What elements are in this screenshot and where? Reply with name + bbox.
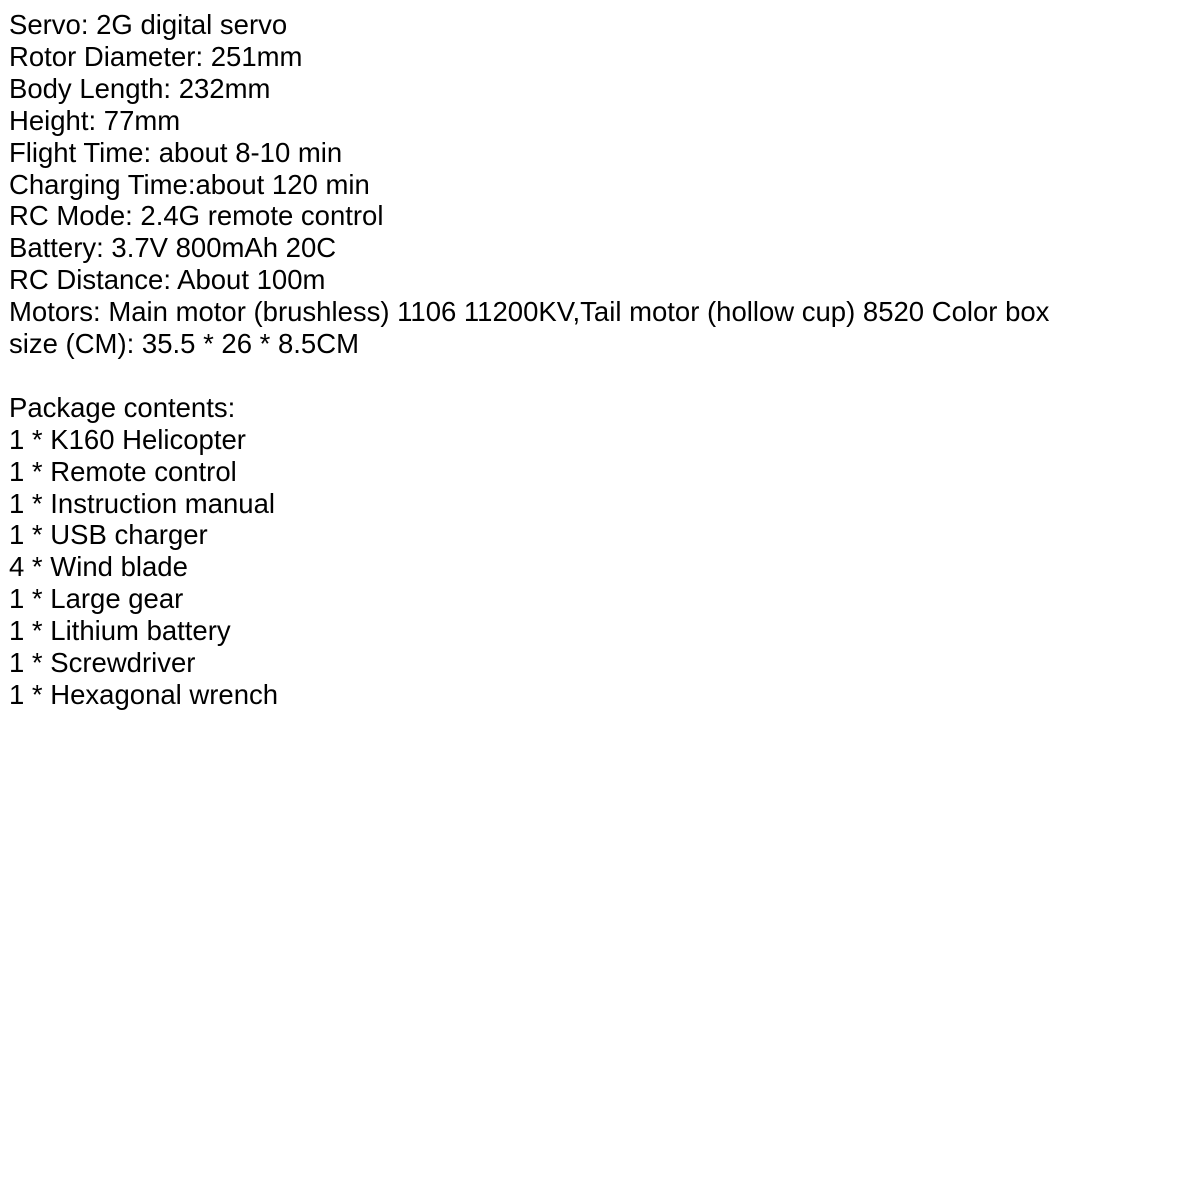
package-item-wind-blade: 4 * Wind blade (9, 551, 188, 583)
spec-line-rc-mode: RC Mode: 2.4G remote control (9, 200, 384, 232)
spec-line-rc-distance: RC Distance: About 100m (9, 264, 326, 296)
package-item-instruction-manual: 1 * Instruction manual (9, 487, 275, 519)
specifications-section (9, 9, 1189, 360)
spec-line-rotor-diameter: Rotor Diameter: 251mm (9, 40, 303, 72)
spec-line-servo: Servo: 2G digital servo (9, 9, 288, 40)
spec-line-box-size: size (CM): 35.5 * 26 * 8.5CM (9, 328, 359, 360)
product-description (9, 9, 1189, 711)
spec-line-flight-time: Flight Time: about 8-10 min (9, 136, 343, 168)
spec-line-motors: Motors: Main motor (brushless) 1106 11200KV,Tail motor (hollow cup) 8520 Color box (9, 296, 1050, 328)
package-item-large-gear: 1 * Large gear (9, 583, 184, 615)
spec-line-charging-time: Charging Time:about 120 min (9, 168, 370, 200)
package-item-lithium-battery: 1 * Lithium battery (9, 615, 231, 647)
spec-line-body-length: Body Length: 232mm (9, 72, 271, 104)
package-item-hexagonal-wrench: 1 * Hexagonal wrench (9, 679, 279, 711)
package-item-remote-control: 1 * Remote control (9, 455, 237, 487)
section-spacer (9, 360, 1189, 392)
spec-line-battery: Battery: 3.7V 800mAh 20C (9, 232, 337, 264)
package-item-helicopter: 1 * K160 Helicopter (9, 423, 246, 455)
package-contents-heading: Package contents: (9, 391, 236, 423)
package-item-usb-charger: 1 * USB charger (9, 519, 208, 551)
spec-line-height: Height: 77mm (9, 104, 181, 136)
package-item-screwdriver: 1 * Screwdriver (9, 647, 196, 679)
package-contents-section (9, 392, 1189, 711)
